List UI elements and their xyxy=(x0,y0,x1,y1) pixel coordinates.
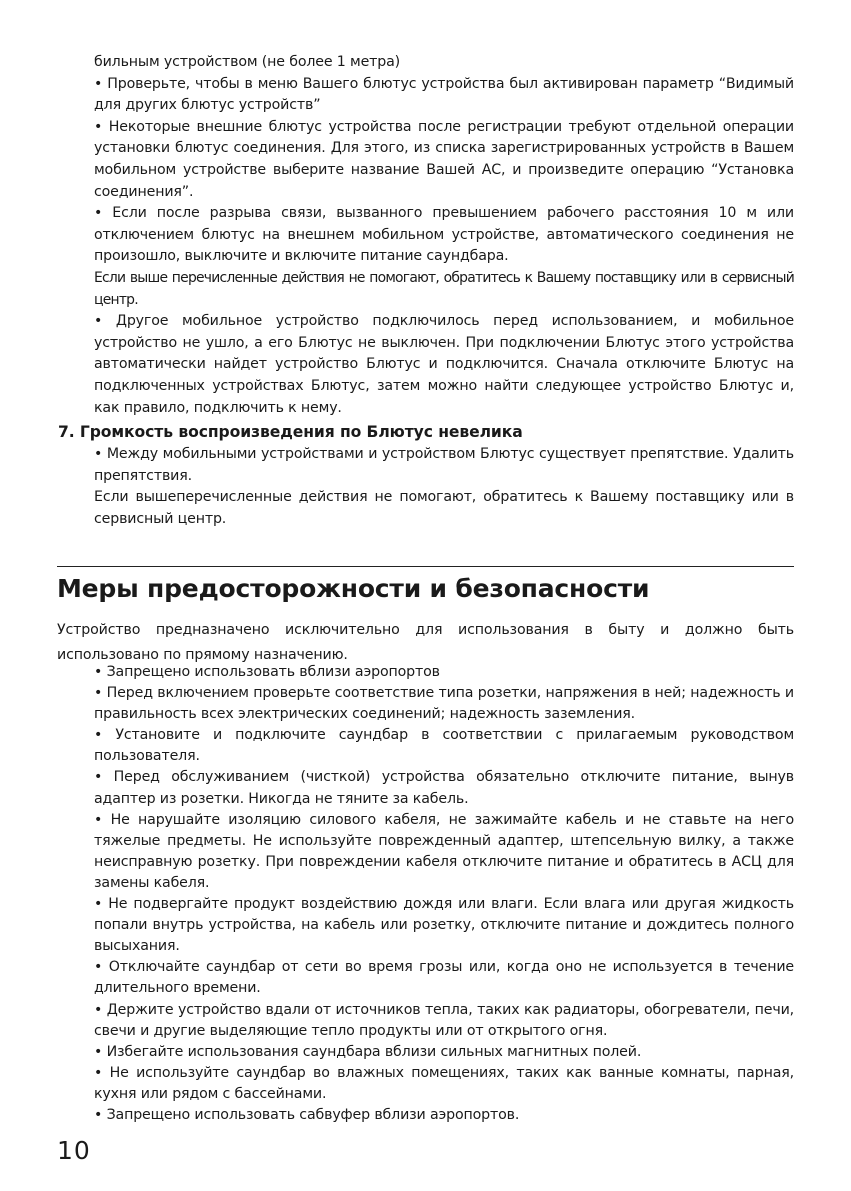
list-item: • Избегайте использования саундбара вблизи сильных магнитных полей. xyxy=(94,1043,642,1060)
bullet-item: • Проверьте, чтобы в меню Вашего блютус устройства был активирован параметр “Видимый для других блютус устройств” xyxy=(94,75,794,114)
service-note: Если выше перечисленные действия не помогают, обратитесь к Вашему поставщику или в сервисный центр. xyxy=(94,269,794,308)
list-item: • Перед включением проверьте соответствие типа розетки, напряжения в ней; надежность и правильность всех электрических соединений; надежность заземления. xyxy=(94,685,794,723)
list-item: • Не нарушайте изоляцию силового кабеля, не зажимайте кабель и не ставьте на него тяжелые предметы. Не используйте поврежденный адаптер, штепсельную вилку, а также неисправную розетку. При повреждении кабеля отключите питание и обратитесь в АСЦ для замены кабеля. xyxy=(94,811,794,891)
service-note: Если вышеперечисленные действия не помогают, обратитесь к Вашему поставщику или в сервисный центр. xyxy=(94,489,794,527)
paragraph: бильным устройством (не более 1 метра) xyxy=(94,54,401,70)
section-7-heading: 7. Громкость воспроизведения по Блютус невелика xyxy=(58,423,523,441)
safety-intro: Устройство предназначено исключительно для использования в быту и должно быть использовано по прямому назначению. xyxy=(57,622,794,663)
list-item: • Перед обслуживанием (чисткой) устройства обязательно отключите питание, вынув адаптер из розетки. Никогда не тяните за кабель. xyxy=(94,769,794,807)
section-divider xyxy=(57,566,794,567)
bullet-item: • Другое мобильное устройство подключилось перед использованием, и мобильное устройство не ушло, а его Блютус не выключен. При подключении Блютус этого устройства автоматически найдет устройство Блютус и подключится. Сначала отключите Блютус на подключенных устройствах Блютус, затем можно найти следующее устройство Блютус и, как правило, подключить к нему. xyxy=(94,313,794,416)
list-item: • Держите устройство вдали от источников тепла, таких как радиаторы, обогреватели, печи, свечи и другие выделяющие тепло продукты или от открытого огня. xyxy=(94,1001,794,1039)
bullet-item: • Некоторые внешние блютус устройства после регистрации требуют отдельной операции установки блютус соединения. Для этого, из списка зарегистрированных устройств в Вашем мобильном устройстве выберите название Вашей АС, и произведите операцию “Установка соединения”. xyxy=(94,118,794,200)
section-7-body xyxy=(94,444,794,530)
section-6-continuation xyxy=(94,52,794,419)
list-item: • Установите и подключите саундбар в соответствии с прилагаемым руководством пользователя. xyxy=(94,727,794,765)
page-number: 10 xyxy=(57,1136,91,1165)
list-item: • Запрещено использовать сабвуфер вблизи аэропортов. xyxy=(94,1106,520,1123)
safety-title: Меры предосторожности и безопасности xyxy=(57,574,650,603)
safety-list xyxy=(94,662,794,1126)
bullet-item: • Если после разрыва связи, вызванного превышением рабочего расстояния 10 м или отключением блютус на внешнем мобильном устройстве, автоматического соединения не произошло, выключите и включите питание саундбара. xyxy=(94,205,794,265)
bullet-item: • Между мобильными устройствами и устройством Блютус существует препятствие. Удалить препятствия. xyxy=(94,446,794,484)
list-item: • Не подвергайте продукт воздействию дождя или влаги. Если влага или другая жидкость попали внутрь устройства, на кабель или розетку, отключите питание и дождитесь полного высыхания. xyxy=(94,896,794,955)
list-item: • Отключайте саундбар от сети во время грозы или, когда оно не используется в течение длительного времени. xyxy=(94,959,794,997)
list-item: • Не используйте саундбар во влажных помещениях, таких как ванные комнаты, парная, кухня или рядом с бассейнами. xyxy=(94,1064,794,1102)
list-item: • Запрещено использовать вблизи аэропортов xyxy=(94,664,440,680)
